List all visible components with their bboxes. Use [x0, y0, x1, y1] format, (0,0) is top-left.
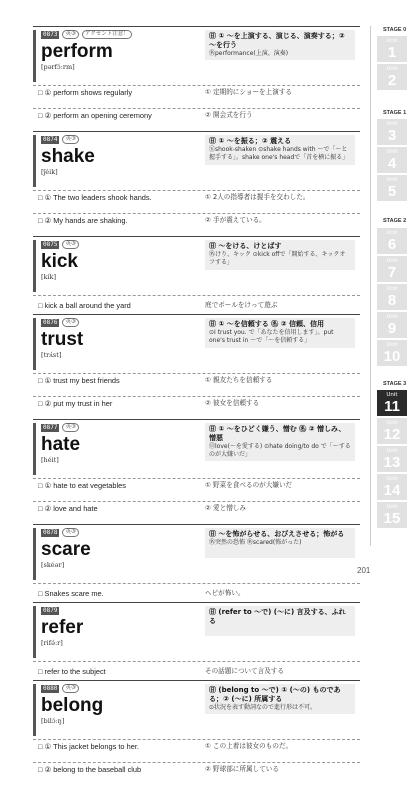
- unit-tab-caption: Unit: [386, 230, 398, 236]
- unit-tab-caption: Unit: [386, 448, 398, 454]
- example-row: [33, 478, 360, 501]
- headword: shake: [41, 146, 95, 167]
- entry-tags: [41, 423, 211, 432]
- unit-tab-number: 15: [383, 510, 401, 527]
- vocab-entry: [33, 602, 360, 680]
- vocab-entry: [33, 26, 360, 131]
- entry-marker: [33, 606, 36, 658]
- entry-tag: 英③: [62, 240, 78, 249]
- entry-word-block: [41, 30, 211, 71]
- definition-note: ㊔performance(上演、演奏): [209, 50, 289, 57]
- unit-tab-caption: Unit: [386, 476, 398, 482]
- unit-tab-caption: Unit: [386, 149, 398, 155]
- entry-marker: [33, 684, 36, 736]
- entry-marker: [33, 135, 36, 187]
- unit-tab-number: 8: [387, 292, 397, 309]
- example-row: [33, 501, 360, 524]
- example-japanese: 庭でボールをけって遊ぶ: [205, 301, 278, 309]
- example-english: □ ② love and hate: [38, 504, 98, 513]
- definition-note: ㊐love(〜を愛する) ⊙hate doing/to do で「〜するのが大嫌いだ」: [209, 443, 351, 458]
- vocab-entry: [33, 314, 360, 419]
- unit-tab-number: 14: [383, 482, 401, 499]
- example-japanese: ① 親友たちを信頼する: [205, 376, 273, 384]
- unit-tab-number: 11: [384, 398, 400, 415]
- example-row: [33, 583, 360, 602]
- entry-word-block: [41, 684, 211, 725]
- entry-word-block: [41, 318, 211, 359]
- vocab-entry: [33, 524, 360, 602]
- unit-tab-caption: Unit: [386, 504, 398, 510]
- example-english: □ ① The two leaders shook hands.: [38, 193, 152, 202]
- unit-tab-10[interactable]: [377, 340, 407, 366]
- entry-tags: [41, 318, 211, 327]
- vocab-entry: [33, 419, 360, 524]
- unit-tab-number: 1: [387, 44, 397, 61]
- entry-marker: [33, 528, 36, 580]
- example-japanese: ① 野菜を食べるのが大嫌いだ: [205, 481, 293, 489]
- unit-tab-4[interactable]: [377, 147, 407, 173]
- example-japanese: ① 定期的にショーを上演する: [205, 88, 292, 96]
- example-english: □ refer to the subject: [38, 667, 106, 676]
- unit-tab-11[interactable]: [377, 390, 407, 416]
- unit-tab-2[interactable]: [377, 64, 407, 90]
- example-row: [33, 373, 360, 396]
- unit-tab-caption: Unit: [386, 66, 398, 72]
- pronunciation: [bilɔ́ːŋ]: [41, 717, 65, 725]
- entry-number: 0873: [43, 30, 58, 38]
- entry-header: [33, 524, 360, 583]
- definition-note: ㊄shook-shaken ⊙shake hands with 〜で「〜と握手する」。shake one's headで「首を横に振る」: [209, 146, 349, 161]
- unit-tab-caption: Unit: [386, 392, 398, 398]
- unit-tab-7[interactable]: [377, 256, 407, 282]
- example-row: [33, 295, 360, 314]
- entry-tag: 英③: [62, 318, 78, 327]
- example-english: □ ① perform shows regularly: [38, 88, 133, 97]
- vocab-entry: [33, 680, 360, 785]
- unit-tab-13[interactable]: [377, 446, 407, 472]
- example-japanese: ② 開会式を行う: [205, 111, 253, 119]
- unit-tab-9[interactable]: [377, 312, 407, 338]
- definition-text: ㊐ 〜をける、けとばす: [209, 242, 282, 250]
- entry-header: [33, 131, 360, 190]
- definition-text: ㊐ ① 〜を信頼する ㊔ ② 信頼、信用: [209, 320, 325, 328]
- entry-number: 0876: [43, 318, 58, 326]
- example-japanese: ① この上着は彼女のものだ。: [205, 742, 293, 750]
- entry-number: 0875: [43, 240, 58, 248]
- example-row: [33, 396, 360, 419]
- definition-box: [205, 684, 355, 714]
- example-english: □ ① trust my best friends: [38, 376, 120, 385]
- unit-tab-1[interactable]: [377, 36, 407, 62]
- unit-tab-caption: Unit: [386, 38, 398, 44]
- entry-marker: [33, 318, 36, 370]
- definition-text: ㊐ 〜を怖がらせる、おびえさせる；怖がる: [209, 530, 345, 538]
- entry-tags: [41, 135, 211, 144]
- entry-tag: 英③: [62, 684, 78, 693]
- entry-tags: [41, 528, 211, 537]
- example-japanese: その話題について言及する: [205, 667, 284, 675]
- example-japanese: ② 愛と憎しみ: [205, 504, 246, 512]
- vocab-entry: [33, 236, 360, 314]
- unit-tab-6[interactable]: [377, 228, 407, 254]
- entry-header: [33, 236, 360, 295]
- stage-label: STAGE 3: [383, 381, 407, 387]
- entry-header: [33, 680, 360, 739]
- unit-tab-number: 12: [383, 426, 401, 443]
- definition-note: ㊔けり、キック ⊙kick offで「開始する、キックオフする」: [209, 251, 346, 266]
- definition-note: ㊔突然の恐怖 ㊔scared(怖がった): [209, 539, 302, 546]
- unit-tab-caption: Unit: [386, 314, 398, 320]
- example-english: □ Snakes scare me.: [38, 589, 104, 598]
- definition-note: ⊙I trust you. で「あなたを信用します」。put one's trust in 〜で「〜を信頼する」: [209, 329, 334, 344]
- pronunciation: [ʃéik]: [41, 168, 58, 176]
- definition-note: ⊙状況を表す動詞なので進行形は不可。: [209, 704, 317, 711]
- stage-label: STAGE 1: [383, 110, 407, 116]
- example-japanese: ② 手が震えている。: [205, 216, 266, 224]
- entry-tag: アクセント注意！: [82, 30, 132, 39]
- example-row: [33, 190, 360, 213]
- entry-header: [33, 26, 360, 85]
- example-row: [33, 213, 360, 236]
- example-row: [33, 762, 360, 785]
- definition-box: [205, 318, 355, 348]
- page-number: 201: [357, 566, 371, 575]
- entry-tag: 英③: [62, 528, 78, 537]
- headword: scare: [41, 539, 91, 560]
- pronunciation: [skéər]: [41, 561, 65, 569]
- example-japanese: ① 2人の指導者は握手を交わした。: [205, 193, 310, 201]
- entry-marker: [33, 240, 36, 292]
- entry-number: 0879: [43, 606, 58, 614]
- example-row: [33, 85, 360, 108]
- unit-tab-caption: Unit: [386, 286, 398, 292]
- definition-text: ㊐ ① 〜を上演する、演じる、演奏する；② 〜を行う: [209, 32, 345, 49]
- entry-number: 0877: [43, 423, 58, 431]
- unit-tab-5[interactable]: [377, 175, 407, 201]
- entry-list: [33, 26, 360, 785]
- unit-tab-14[interactable]: [377, 474, 407, 500]
- definition-text: ㊐ (belong to 〜で) ① (〜の) ものである；② (〜に) 所属する: [209, 686, 341, 703]
- example-japanese: ヘビが怖い。: [205, 589, 245, 597]
- unit-tab-caption: Unit: [386, 258, 398, 264]
- example-row: [33, 661, 360, 680]
- stage-label: STAGE 2: [383, 218, 407, 224]
- unit-tab-15[interactable]: [377, 502, 407, 528]
- unit-tab-3[interactable]: [377, 119, 407, 145]
- entry-word-block: [41, 240, 211, 281]
- definition-box: [205, 30, 355, 60]
- sidebar-divider: [370, 26, 371, 546]
- unit-tab-12[interactable]: [377, 418, 407, 444]
- entry-tags: [41, 606, 211, 615]
- unit-tab-8[interactable]: [377, 284, 407, 310]
- definition-box: [205, 135, 355, 165]
- headword: trust: [41, 329, 84, 350]
- entry-number: 0874: [43, 135, 58, 143]
- pronunciation: [rifə́ːr]: [41, 639, 63, 647]
- unit-tab-number: 2: [387, 72, 397, 89]
- vocab-entry: [33, 131, 360, 236]
- entry-marker: [33, 30, 36, 82]
- example-row: [33, 739, 360, 762]
- unit-tab-number: 5: [387, 183, 397, 200]
- pronunciation: [héit]: [41, 456, 59, 464]
- entry-tags: [41, 30, 211, 39]
- entry-tag: 英③: [62, 30, 78, 39]
- unit-tab-number: 7: [387, 264, 397, 281]
- unit-tab-number: 3: [387, 127, 397, 144]
- headword: kick: [41, 251, 78, 272]
- entry-tag: 英③: [62, 135, 78, 144]
- unit-tab-number: 9: [387, 320, 397, 337]
- unit-tab-number: 4: [387, 155, 397, 172]
- headword: hate: [41, 434, 81, 455]
- unit-tab-number: 10: [383, 348, 401, 365]
- unit-tab-caption: Unit: [386, 420, 398, 426]
- example-english: □ ② perform an opening ceremony: [38, 111, 152, 120]
- example-english: □ ① hate to eat vegetables: [38, 481, 126, 490]
- entry-tags: [41, 684, 211, 693]
- entry-number: 0878: [43, 528, 58, 536]
- definition-box: [205, 423, 355, 461]
- pronunciation: [kík]: [41, 273, 57, 281]
- entry-tags: [41, 240, 211, 249]
- example-japanese: ② 彼女を信頼する: [205, 399, 260, 407]
- definition-text: ㊐ ① 〜をひどく嫌う、憎む ㊔ ② 憎しみ、憎悪: [209, 425, 346, 442]
- entry-header: [33, 419, 360, 478]
- unit-tab-caption: Unit: [386, 342, 398, 348]
- unit-tab-number: 13: [383, 454, 401, 471]
- definition-box: [205, 528, 355, 558]
- example-english: □ ② put my trust in her: [38, 399, 113, 408]
- definition-text: ㊐ (refer to 〜で) (〜に) 言及する、ふれる: [209, 608, 346, 625]
- entry-word-block: [41, 135, 211, 176]
- headword: belong: [41, 695, 104, 716]
- entry-header: [33, 314, 360, 373]
- unit-tab-caption: Unit: [386, 121, 398, 127]
- entry-number: 0880: [43, 684, 58, 692]
- headword: perform: [41, 41, 113, 62]
- example-english: □ ② My hands are shaking.: [38, 216, 128, 225]
- entry-tag: 英③: [62, 423, 78, 432]
- definition-box: [205, 240, 355, 270]
- entry-word-block: [41, 528, 211, 569]
- headword: refer: [41, 617, 84, 638]
- example-english: □ kick a ball around the yard: [38, 301, 131, 310]
- example-english: □ ① This jacket belongs to her.: [38, 742, 139, 751]
- example-english: □ ② belong to the baseball club: [38, 765, 142, 774]
- entry-word-block: [41, 423, 211, 464]
- unit-tab-number: 6: [387, 236, 397, 253]
- unit-tab-caption: Unit: [386, 177, 398, 183]
- entry-header: [33, 602, 360, 661]
- example-row: [33, 108, 360, 131]
- definition-box: [205, 606, 355, 636]
- entry-word-block: [41, 606, 211, 647]
- pronunciation: [trʌ́st]: [41, 351, 62, 359]
- pronunciation: [pərfɔ́ːrm]: [41, 63, 75, 71]
- definition-text: ㊐ ① 〜を振る；② 震える: [209, 137, 292, 145]
- entry-marker: [33, 423, 36, 475]
- stage-label: STAGE 0: [383, 27, 407, 33]
- example-japanese: ② 野球部に所属している: [205, 765, 279, 773]
